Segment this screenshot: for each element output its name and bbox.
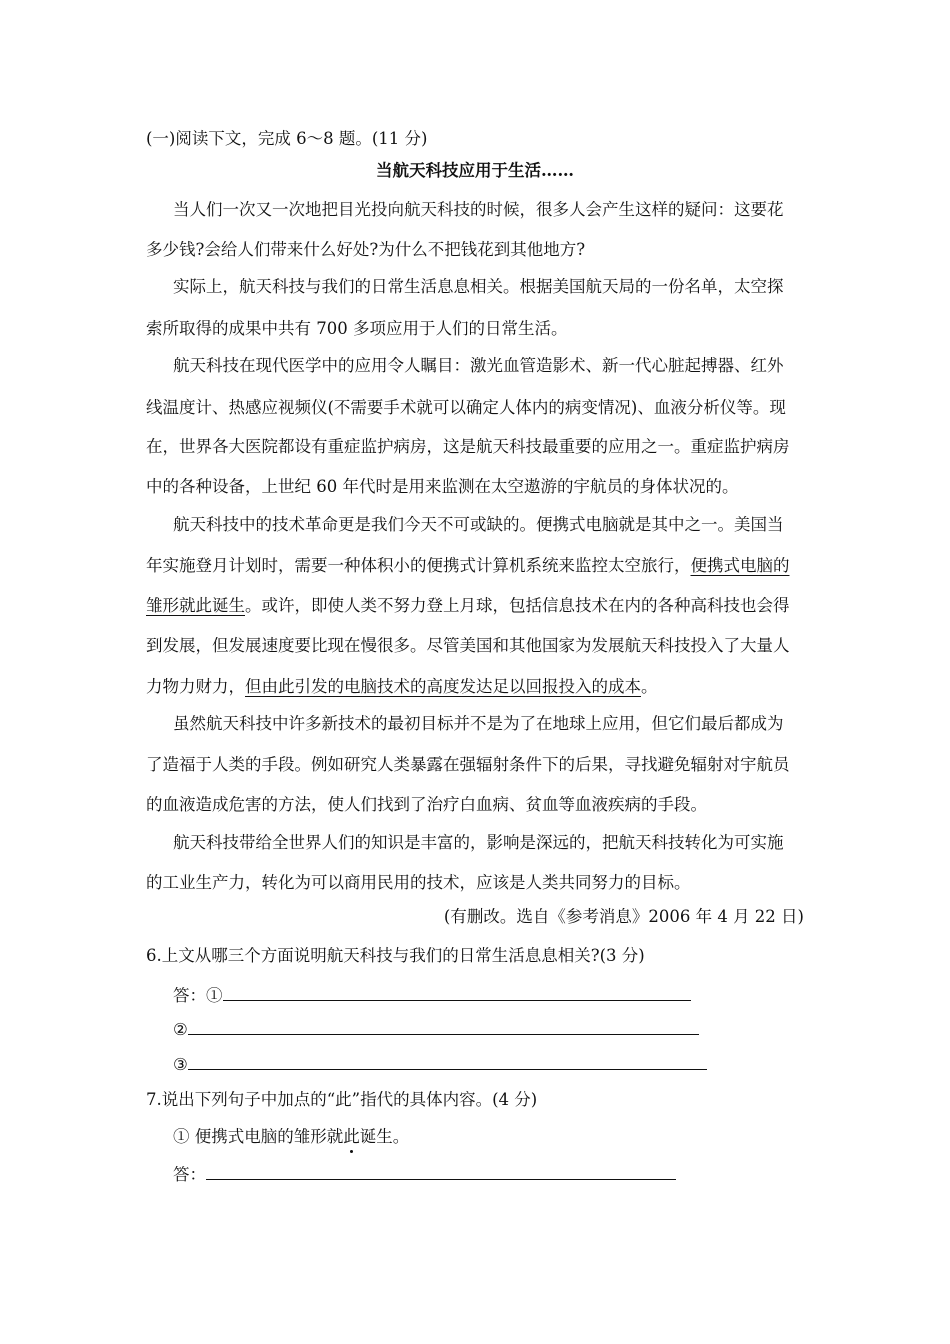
answer-number-1: ① (206, 986, 223, 1005)
answer-blank-1[interactable] (223, 984, 691, 1001)
question-7-answer (173, 1163, 676, 1186)
answer-blank-2[interactable] (188, 1018, 699, 1035)
paragraph-4-line-1: 航天科技中的技术革命更是我们今天不可或缺的。便携式电脑就是其中之一。美国当 (173, 515, 784, 534)
paragraph-4-line-4: 到发展，但发展速度要比现在慢很多。尽管美国和其他国家为发展航天科技投入了大量人 (146, 636, 790, 655)
answer-prefix: 答： (173, 1165, 206, 1184)
answer-number-2: ② (173, 1020, 188, 1039)
underlined-sentence-1a: 便携式电脑的 (690, 556, 790, 575)
paragraph-2-line-1: 实际上，航天科技与我们的日常生活息息相关。根据美国航天局的一份名单，太空探 (173, 277, 784, 296)
question-7: 7.说出下列句子中加点的“此”指代的具体内容。(4 分) (146, 1090, 538, 1109)
question-7-item (173, 1126, 409, 1148)
paragraph-4-line-5-end: 。 (641, 677, 658, 696)
paragraph-4-line-2 (146, 555, 790, 577)
paragraph-6-line-2: 的工业生产力，转化为可以商用民用的技术，应该是人类共同努力的目标。 (146, 873, 691, 892)
paragraph-2-line-2: 索所取得的成果中共有 700 多项应用于人们的日常生活。 (146, 319, 568, 338)
section-intro: (一)阅读下文，完成 6～8 题。(11 分) (146, 129, 428, 148)
paragraph-4-line-2-text: 年实施登月计划时，需要一种体积小的便携式计算机系统来监控太空旅行， (146, 556, 691, 575)
underlined-sentence-1b: 雏形就此诞生 (146, 596, 245, 615)
question-7-item-text: ① 便携式电脑的雏形就 (173, 1127, 344, 1146)
answer-blank-3[interactable] (188, 1053, 707, 1070)
answer-number-3: ③ (173, 1055, 188, 1074)
paragraph-1-line-2: 多少钱?会给人们带来什么好处?为什么不把钱花到其他地方? (146, 240, 586, 259)
paragraph-3-line-1: 航天科技在现代医学中的应用令人瞩目：激光血管造影术、新一代心脏起搏器、红外 (173, 356, 784, 375)
paragraph-5-line-3: 的血液造成危害的方法，使人们找到了治疗白血病、贫血等血液疾病的手段。 (146, 795, 707, 814)
question-7-item-end: 诞生。 (359, 1127, 410, 1146)
paragraph-4-line-3-text: 。或许，即使人类不努力登上月球，包括信息技术在内的各种高科技也会得 (245, 596, 790, 615)
paragraph-4-line-3 (146, 595, 790, 617)
paragraph-6-line-1: 航天科技带给全世界人们的知识是丰富的，影响是深远的，把航天科技转化为可实施 (173, 833, 784, 852)
answer-prefix: 答： (173, 986, 206, 1005)
question-6: 6.上文从哪三个方面说明航天科技与我们的日常生活息息相关?(3 分) (146, 946, 645, 965)
question-6-answer-2 (173, 1018, 699, 1041)
paragraph-5-line-1: 虽然航天科技中许多新技术的最初目标并不是为了在地球上应用，但它们最后都成为 (173, 714, 784, 733)
article-source: (有删改。选自《参考消息》2006 年 4 月 22 日) (443, 907, 804, 926)
paragraph-3-line-2: 线温度计、热感应视频仪(不需要手术就可以确定人体内的病变情况)、血液分析仪等。现 (146, 398, 786, 417)
paragraph-4-line-5-text: 力物力财力， (146, 677, 245, 696)
paragraph-3-line-4: 中的各种设备，上世纪 60 年代时是用来监测在太空遨游的宇航员的身体状况的。 (146, 477, 739, 496)
paragraph-1-line-1: 当人们一次又一次地把目光投向航天科技的时候，很多人会产生这样的疑问：这要花 (173, 200, 784, 219)
underlined-sentence-2: 但由此引发的电脑技术的高度发达足以回报投入的成本 (245, 677, 641, 696)
dotted-character: 此 (343, 1127, 360, 1146)
paragraph-5-line-2: 了造福于人类的手段。例如研究人类暴露在强辐射条件下的后果，寻找避免辐射对宇航员 (146, 755, 790, 774)
question-6-answer-3 (173, 1053, 707, 1076)
article-title: 当航天科技应用于生活…… (376, 161, 574, 180)
question-6-answer-1 (173, 984, 691, 1007)
paragraph-3-line-3: 在，世界各大医院都设有重症监护病房，这是航天科技最重要的应用之一。重症监护病房 (146, 437, 790, 456)
paragraph-4-line-5 (146, 676, 658, 698)
answer-blank-4[interactable] (206, 1163, 676, 1180)
